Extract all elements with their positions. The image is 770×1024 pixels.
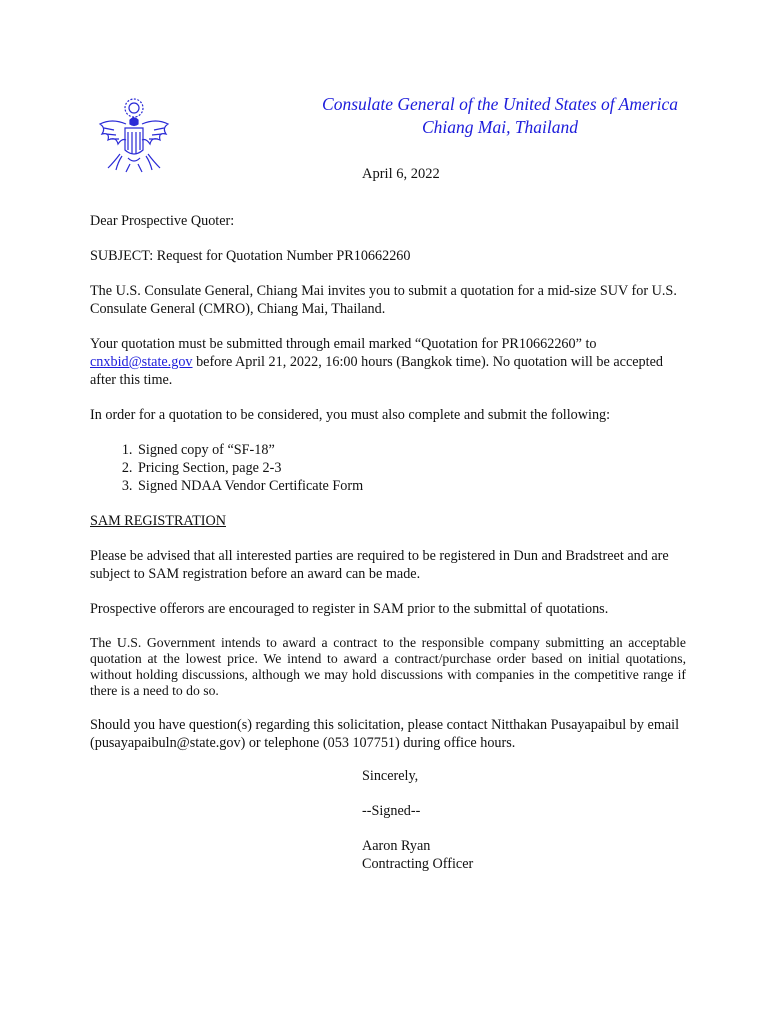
letterhead-location: Chiang Mai, Thailand	[421, 117, 579, 137]
requirements-intro: In order for a quotation to be considered, you must also complete and submit the following:	[90, 407, 611, 423]
salutation: Dear Prospective Quoter:	[90, 213, 235, 229]
letterhead	[300, 93, 700, 139]
great-seal-eagle-icon	[92, 94, 176, 178]
subject-line: SUBJECT: Request for Quotation Number PR10662260	[90, 248, 411, 264]
award-paragraph: The U.S. Government intends to award a contract to the responsible company submitting an acceptable quotation at the lowest price. We intend to award a contract/purchase order based on initial quotations, without holding discussions, although we may hold discussions with companies in the competitive range if there is a need to do so.	[90, 635, 686, 698]
signer-title: Contracting Officer	[362, 856, 474, 872]
submission-deadline: before April 21, 2022, 16:00 hours (Bangkok time). No quotation will be accepted after this time.	[90, 354, 663, 388]
submission-paragraph	[90, 335, 686, 389]
signature-block	[362, 767, 473, 873]
bid-email-link[interactable]: cnxbid@state.gov	[90, 354, 193, 370]
sam-encourage-paragraph: Prospective offerors are encouraged to register in SAM prior to the submittal of quotations.	[90, 601, 609, 617]
contact-paragraph: Should you have question(s) regarding this solicitation, please contact Nitthakan Pusayapaibul by email (pusayapaibuln@state.gov) or telephone (053 107751) during office hours.	[90, 717, 680, 751]
signer-name: Aaron Ryan	[362, 838, 431, 854]
closing: Sincerely,	[362, 768, 419, 784]
letter-date: April 6, 2022	[362, 166, 440, 182]
signed-mark: --Signed--	[362, 803, 421, 819]
list-item: 3. Signed NDAA Vendor Certificate Form	[136, 477, 686, 495]
list-item: 2. Pricing Section, page 2-3	[136, 459, 686, 477]
sam-paragraph: Please be advised that all interested parties are required to be registered in Dun and Bradstreet and are subject to SAM registration before an award can be made.	[90, 548, 669, 582]
letter-body	[90, 212, 686, 752]
letterhead-title: Consulate General of the United States of America	[322, 94, 678, 114]
submission-text: Your quotation must be submitted through email marked “Quotation for PR10662260” to	[90, 336, 597, 352]
list-item: 1. Signed copy of “SF-18”	[136, 441, 686, 459]
intro-paragraph: The U.S. Consulate General, Chiang Mai invites you to submit a quotation for a mid-size SUV for U.S. Consulate General (CMRO), Chiang Mai, Thailand.	[90, 283, 677, 317]
requirements-list	[90, 441, 686, 495]
sam-heading: SAM REGISTRATION	[90, 513, 226, 529]
